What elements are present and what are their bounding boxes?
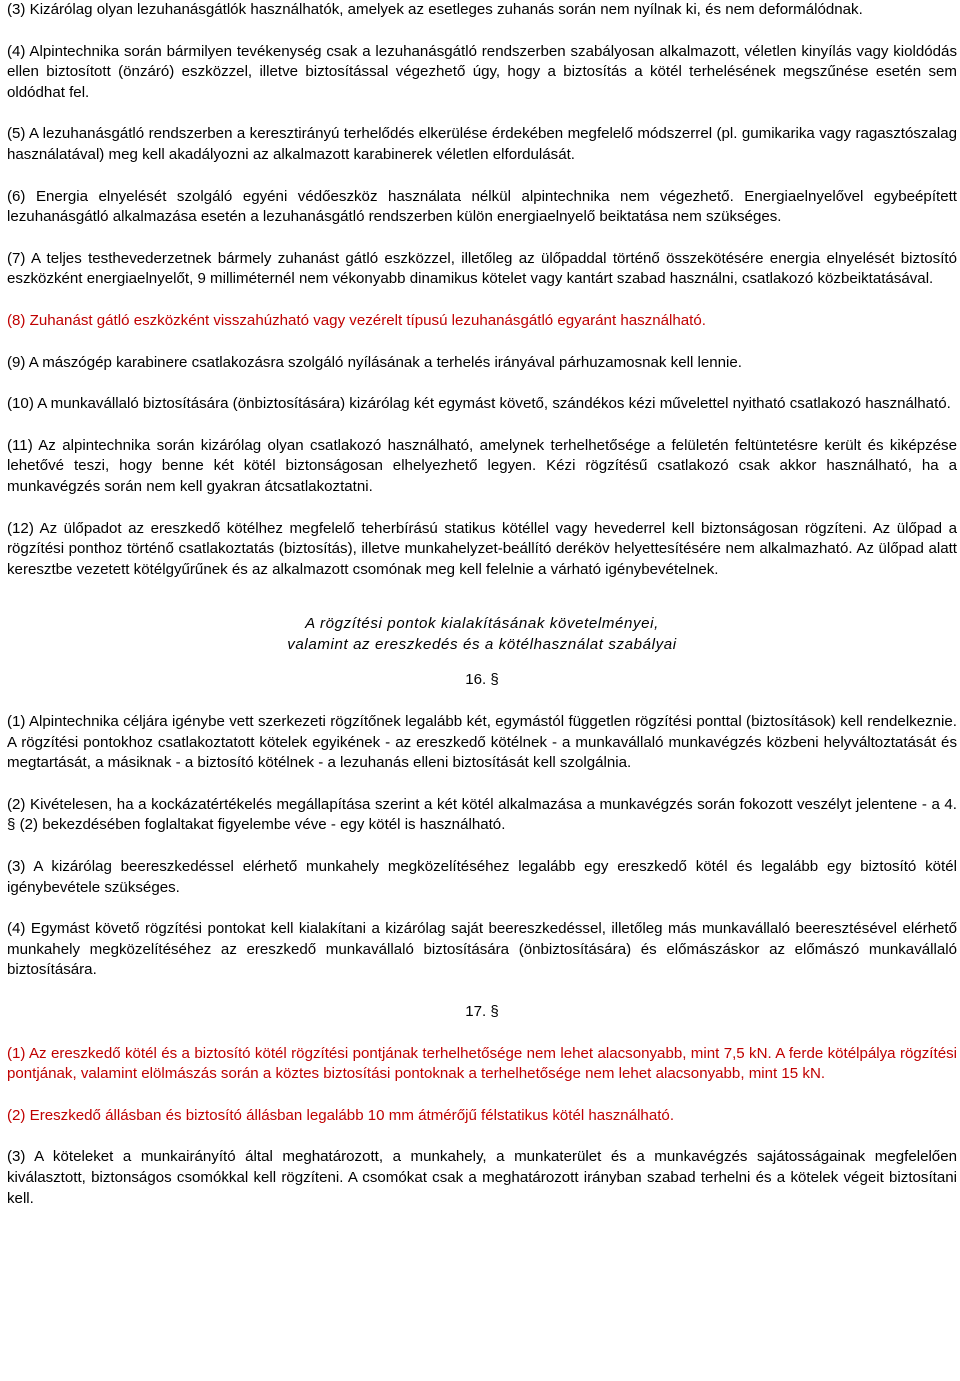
paragraph-15-7: (7) A teljes testhevederzetnek bármely zuhanást gátló eszközzel, illetőleg az ülőpaddal történő összekötésére energia elnyelését biztosító eszközként energiaelnyelőt, 9 milliméternél nem vékonyabb dinamikus kötelet vagy kantárt szabad használni, csatlakozó közbeiktatásával. xyxy=(7,249,957,288)
section-number-17 xyxy=(7,1002,957,1023)
paragraph-16-1: (1) Alpintechnika céljára igénybe vett szerkezeti rögzítőnek legalább két, egymástól független rögzítési ponttal (biztosítások) kell rendelkeznie. A rögzítési pontokhoz csatlakoztatott kötelek egyikének - az ereszkedő kötélnek - a munkavállaló munkavégzés közbeni helyváltoztatását és megtartását, a másiknak - a biztosító kötélnek - a lezuhanás elleni biztosítását kell szolgálnia. xyxy=(7,713,957,772)
paragraph-15-11: (11) Az alpintechnika során kizárólag olyan csatlakozó használható, amelynek terhelhetősége a felületén feltüntetésre került és kiképzése lehetővé teszi, hogy benne két kötél biztonságosan elhelyezhető legyen. Kézi rögzítésű csatlakozó csak akkor használható, ha a munkavégzés során nem kell gyakran átcsatlakoztatni. xyxy=(7,436,957,495)
section-number-16 xyxy=(7,670,957,691)
paragraph-16-4: (4) Egymást követő rögzítési pontokat kell kialakítani a kizárólag saját beereszkedéssel, illetőleg más munkavállaló beeresztésével elérhető munkahely megközelítéséhez az ereszkedő munkavállaló biztosítására (önbiztosítására) és előmászáskor az előmászó munkavállaló biztosítására. xyxy=(7,920,957,979)
paragraph-17-1: (1) Az ereszkedő kötél és a biztosító kötél rögzítési pontjának terhelhetősége nem lehet alacsonyabb, mint 7,5 kN. A ferde kötélpálya rögzítési pontjának, valamint elölmászás során a köztes biztosítási pontoknak a terhelhetősége nem lehet alacsonyabb, mint 15 kN. xyxy=(7,1044,957,1083)
section-heading-line2: valamint az ereszkedés és a kötélhasználat szabályai xyxy=(287,635,677,653)
paragraph-15-8: (8) Zuhanást gátló eszközként visszahúzható vagy vezérelt típusú lezuhanásgátló egyaránt használható. xyxy=(7,311,706,329)
paragraph-15-3: (3) Kizárólag olyan lezuhanásgátlók használhatók, amelyek az esetleges zuhanás során nem nyílnak ki, és nem deformálódnak. xyxy=(7,1,863,18)
document-page xyxy=(7,0,957,1230)
paragraphs-c xyxy=(7,1044,957,1210)
paragraphs-b xyxy=(7,712,957,981)
paragraph-16-3: (3) A kizárólag beereszkedéssel elérhető munkahely megközelítéséhez legalább egy ereszkedő kötél és legalább egy biztosító kötél igénybevétele szükséges. xyxy=(7,858,957,896)
section-heading xyxy=(7,614,957,655)
paragraph-15-6: (6) Energia elnyelését szolgáló egyéni védőeszköz használata nélkül alpintechnika nem végezhető. Energiaelnyelővel egybeépített lezuhanásgátló alkalmazása esetén a lezuhanásgátló rendszerben külön energiaelnyelő beiktatása nem szükséges. xyxy=(7,187,957,226)
paragraph-17-3: (3) A köteleket a munkairányító által meghatározott, a munkahely, a munkaterület és a munkavégzés sajátosságainak megfelelően kiválasztott, biztonságos csomókkal kell rögzíteni. A csomókat csak a meghatározott irányban szabad terhelni és a kötelek végeit biztosítani kell. xyxy=(7,1148,957,1207)
section-17-symbol: § xyxy=(490,1003,499,1020)
section-16-symbol: § xyxy=(490,671,499,689)
paragraph-15-10: (10) A munkavállaló biztosítására (önbiztosítására) kizárólag két egymást követő, szándékos kézi művelettel nyitható csatlakozó használható. xyxy=(7,395,951,413)
section-16-number: 16. xyxy=(465,671,487,689)
paragraph-17-2: (2) Ereszkedő állásban és biztosító állásban legalább 10 mm átmérőjű félstatikus kötél használható. xyxy=(7,1106,675,1124)
section-17-number: 17. xyxy=(465,1003,487,1020)
paragraph-15-4: (4) Alpintechnika során bármilyen tevékenység csak a lezuhanásgátló rendszerben szabályosan alkalmazott, véletlen kinyílás vagy kioldódás ellen biztosított (önzáró) eszközzel, illetve biztosítással végezhető úgy, hogy a biztosítás a kötél terhelésének megszűnése esetén sem oldódhat fel. xyxy=(7,42,957,101)
paragraph-16-2: (2) Kivételesen, ha a kockázatértékelés megállapítása szerint a két kötél alkalmazása a munkavégzés során fokozott veszélyt jelentene - a 4. § (2) bekezdésében foglaltakat figyelembe véve - egy kötél is használható. xyxy=(7,795,957,834)
paragraph-15-12: (12) Az ülőpadot az ereszkedő kötélhez megfelelő teherbírású statikus kötéllel vagy hevederrel kell biztonságosan rögzíteni. Az ülőpad a rögzítési ponthoz történő csatlakoztatás (biztosítás), illetve munkahelyzet-beállító deréköv helyettesítésére nem alkalmazható. Az ülőpad alatt keresztbe vezetett kötélgyűrűnek és az alkalmazott csomónak meg kell felelnie a várható igénybevételnek. xyxy=(7,519,957,578)
paragraph-15-5: (5) A lezuhanásgátló rendszerben a keresztirányú terhelődés elkerülése érdekében megfelelő módszerrel (pl. gumikarika vagy ragasztószalag használatával) meg kell akadályozni az alkalmazott karabinerek véletlen elfordulását. xyxy=(7,125,957,163)
section-heading-line1: A rögzítési pontok kialakításának követelményei, xyxy=(305,615,659,633)
paragraph-15-9: (9) A mászógép karabinere csatlakozásra szolgáló nyílásának a terhelés irányával párhuzamosnak kell lennie. xyxy=(7,353,742,371)
paragraphs-a xyxy=(7,0,957,580)
